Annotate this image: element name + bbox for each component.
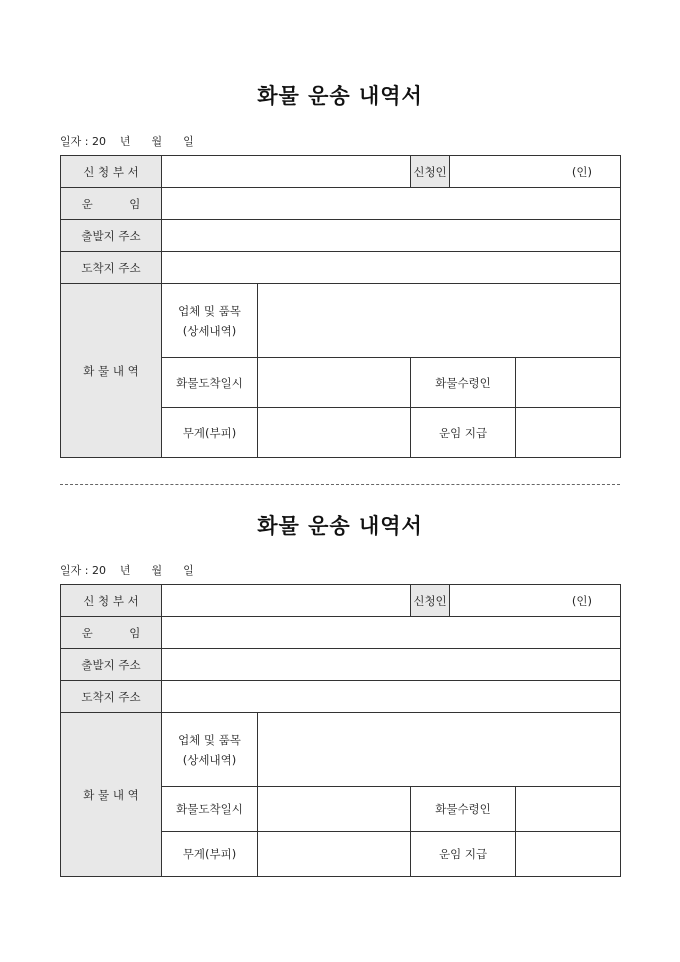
weight-label: 무게(부피) xyxy=(162,832,258,877)
arrival-datetime-field[interactable] xyxy=(258,787,411,832)
origin-address-field[interactable] xyxy=(162,649,621,681)
receiver-label: 화물수령인 xyxy=(411,358,516,408)
destination-address-field[interactable] xyxy=(162,252,621,284)
fare-label: 운 임 xyxy=(61,188,162,220)
company-item-field[interactable] xyxy=(258,713,621,787)
applicant-label: 신청인 xyxy=(411,585,450,617)
destination-address-field[interactable] xyxy=(162,681,621,713)
fare-payment-field[interactable] xyxy=(516,832,621,877)
dept-label: 신 청 부 서 xyxy=(61,585,162,617)
weight-field[interactable] xyxy=(258,408,411,458)
cargo-details-label: 화 물 내 역 xyxy=(61,713,162,877)
cargo-details-label: 화 물 내 역 xyxy=(61,284,162,458)
destination-address-label: 도착지 주소 xyxy=(61,252,162,284)
form-title: 화물 운송 내역서 xyxy=(257,83,423,108)
origin-address-label: 출발지 주소 xyxy=(61,649,162,681)
company-item-label-line2: (상세내역) xyxy=(182,752,237,767)
weight-field[interactable] xyxy=(258,832,411,877)
fare-payment-field[interactable] xyxy=(516,408,621,458)
company-item-label-line1: 업체 및 품목 xyxy=(178,303,241,318)
applicant-label: 신청인 xyxy=(411,156,450,188)
cargo-table xyxy=(60,155,621,458)
dept-field[interactable] xyxy=(162,156,411,188)
company-item-label xyxy=(162,284,258,358)
form-title: 화물 운송 내역서 xyxy=(257,513,423,538)
fare-field[interactable] xyxy=(162,617,621,649)
cut-line-divider xyxy=(60,484,620,485)
fare-label: 운 임 xyxy=(61,617,162,649)
company-item-label-line2: (상세내역) xyxy=(182,323,237,338)
receiver-label: 화물수령인 xyxy=(411,787,516,832)
date-line: 일자 : 20 년 월 일 xyxy=(60,564,194,577)
arrival-datetime-label: 화물도착일시 xyxy=(162,358,258,408)
receiver-field[interactable] xyxy=(516,787,621,832)
weight-label: 무게(부피) xyxy=(162,408,258,458)
dept-label: 신 청 부 서 xyxy=(61,156,162,188)
destination-address-label: 도착지 주소 xyxy=(61,681,162,713)
arrival-datetime-label: 화물도착일시 xyxy=(162,787,258,832)
applicant-seal[interactable]: (인) xyxy=(450,585,621,617)
fare-payment-label: 운임 지급 xyxy=(411,832,516,877)
origin-address-field[interactable] xyxy=(162,220,621,252)
cargo-table xyxy=(60,584,621,877)
company-item-label-line1: 업체 및 품목 xyxy=(178,732,241,747)
date-line: 일자 : 20 년 월 일 xyxy=(60,135,194,148)
fare-payment-label: 운임 지급 xyxy=(411,408,516,458)
company-item-field[interactable] xyxy=(258,284,621,358)
dept-field[interactable] xyxy=(162,585,411,617)
fare-field[interactable] xyxy=(162,188,621,220)
company-item-label xyxy=(162,713,258,787)
applicant-seal[interactable]: (인) xyxy=(450,156,621,188)
arrival-datetime-field[interactable] xyxy=(258,358,411,408)
origin-address-label: 출발지 주소 xyxy=(61,220,162,252)
receiver-field[interactable] xyxy=(516,358,621,408)
